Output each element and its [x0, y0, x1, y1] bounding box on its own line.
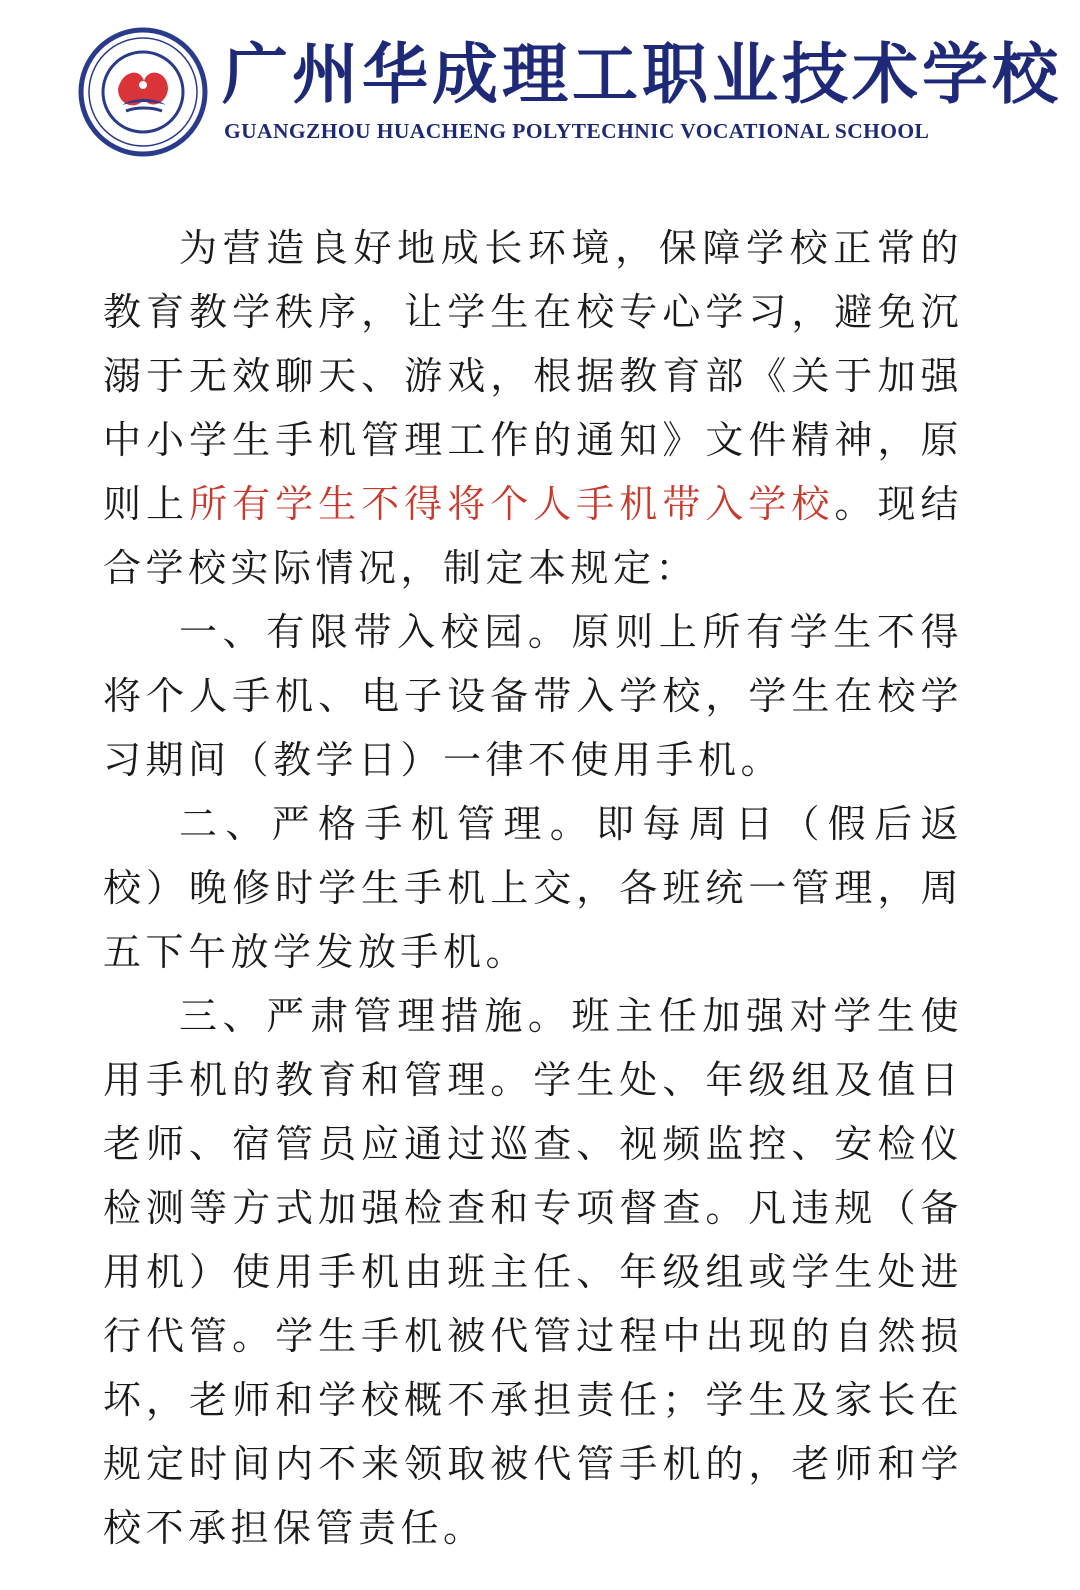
rule-2-paragraph: 二、严格手机管理。即每周日（假后返校）晚修时学生手机上交，各班统一管理，周五下午放学发放手机。	[103, 802, 963, 974]
school-name-chinese: 广州华成理工职业技术学校	[222, 35, 1062, 113]
school-name-english: GUANGZHOU HUACHENG POLYTECHNIC VOCATIONAL SCHOOL	[224, 119, 930, 143]
rule-1-paragraph: 一、有限带入校园。原则上所有学生不得将个人手机、电子设备带入学校，学生在校学习期间（教学日）一律不使用手机。	[103, 610, 963, 782]
intro-text: 为营造良好地成长环境，保障学校正常的教育教学秩序，让学生在校专心学习，避免沉溺于无效聊天、游戏，根据教育部《关于加强中小学生手机管理工作的通知》文件精神，原则上	[103, 226, 963, 526]
highlighted-rule: 所有学生不得将个人手机带入学校	[189, 482, 835, 526]
intro-text-end: 。现结合学校实际情况，制定本规定：	[103, 482, 963, 590]
intro-paragraph	[103, 216, 963, 600]
document-body	[103, 216, 963, 1560]
rule-3-paragraph: 三、严肃管理措施。班主任加强对学生使用手机的教育和管理。学生处、年级组及值日老师、宿管员应通过巡查、视频监控、安检仪检测等方式加强检查和专项督查。凡违规（备用机）使用手机由班主任、年级组或学生处进行代管。学生手机被代管过程中出现的自然损坏，老师和学校概不承担责任；学生及家长在规定时间内不来领取被代管手机的，老师和学校不承担保管责任。	[103, 994, 963, 1550]
school-header	[0, 0, 1080, 190]
school-emblem-icon	[78, 27, 208, 157]
